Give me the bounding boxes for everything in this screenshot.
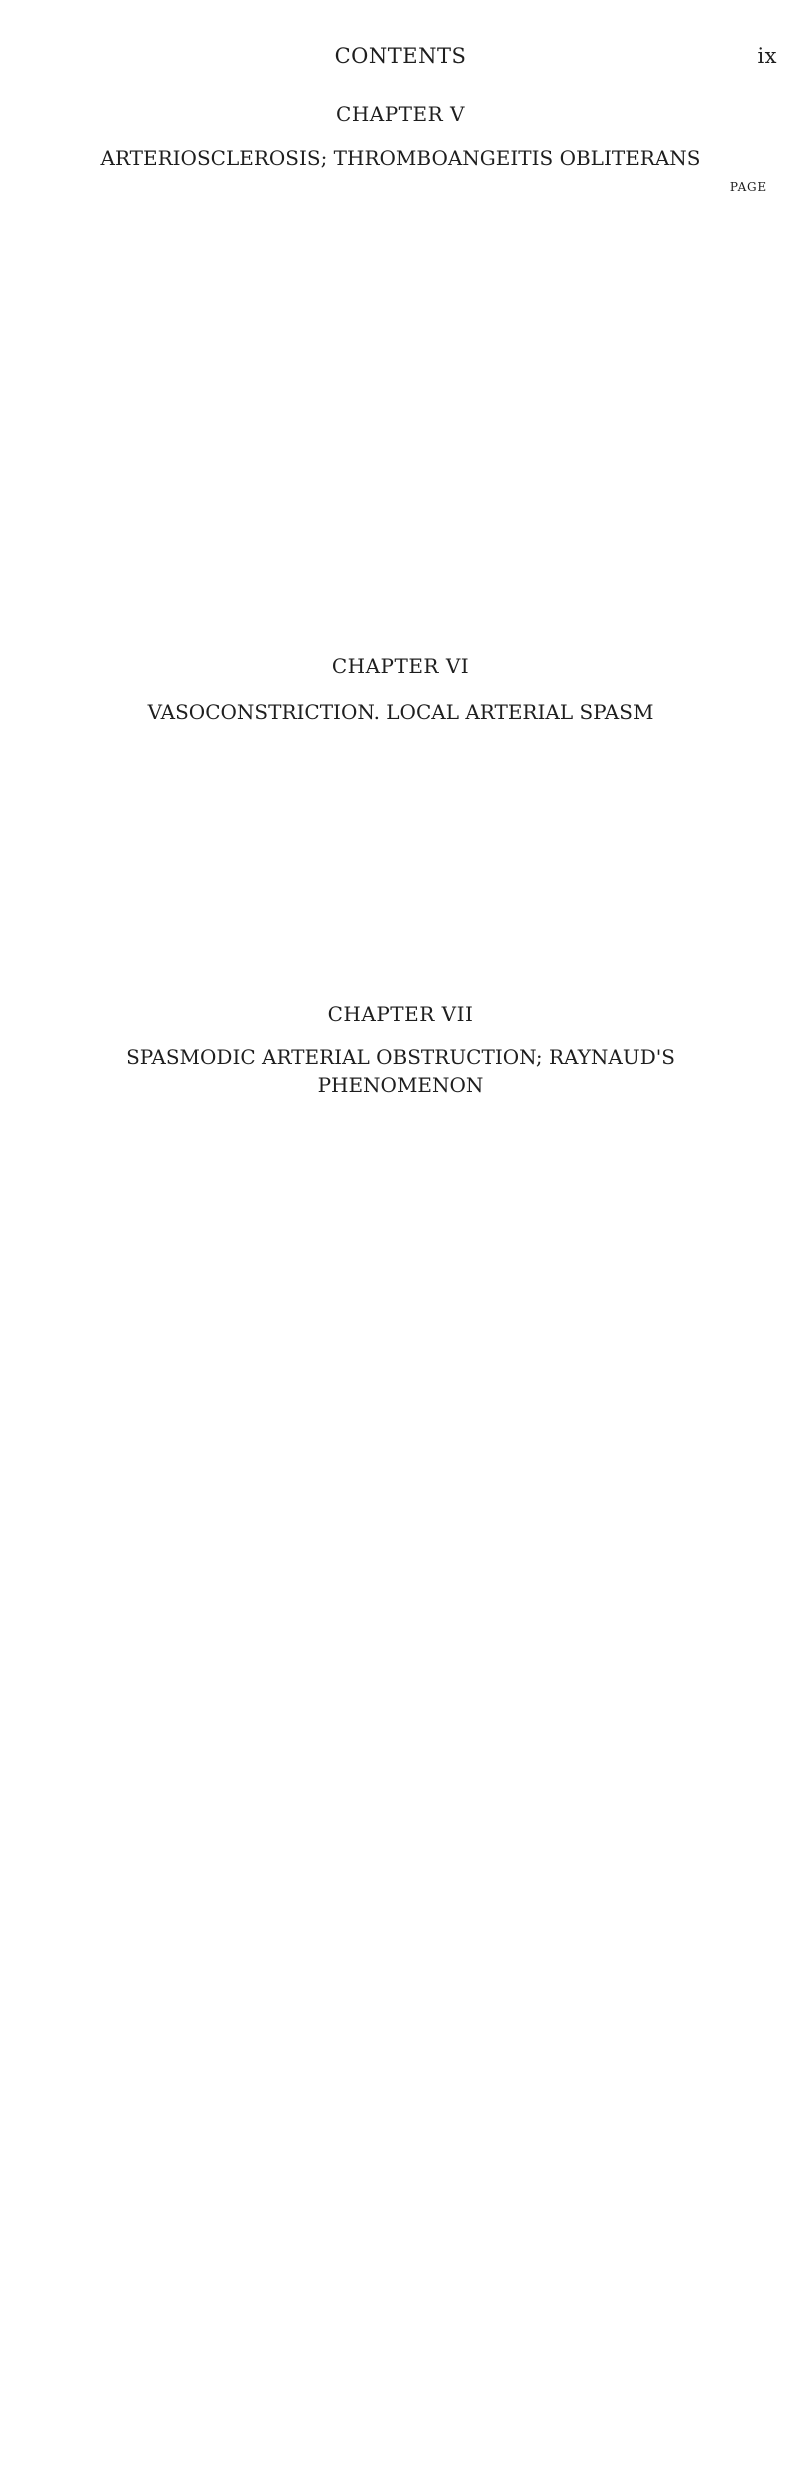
toc-section bbox=[0, 1111, 801, 1204]
toc-entry bbox=[0, 196, 801, 219]
toc-entry-page bbox=[0, 1181, 767, 2472]
page-column-label: PAGE bbox=[729, 180, 767, 194]
toc-entry bbox=[0, 312, 801, 335]
toc-entry bbox=[0, 840, 801, 863]
toc-section bbox=[0, 196, 801, 639]
toc-entry bbox=[0, 1134, 801, 1157]
running-head bbox=[0, 44, 801, 74]
toc-entry bbox=[0, 545, 801, 568]
toc-entry bbox=[0, 1158, 801, 1181]
toc-entry bbox=[0, 219, 801, 242]
toc-entry bbox=[0, 382, 801, 405]
page-number: ix bbox=[757, 44, 777, 68]
toc-section bbox=[0, 747, 801, 957]
toc-entry bbox=[0, 429, 801, 452]
toc-entry bbox=[0, 1181, 801, 1204]
toc-entry bbox=[0, 794, 801, 817]
toc-entry bbox=[0, 243, 801, 266]
chapter-heading: CHAPTER V bbox=[336, 102, 465, 126]
running-head-title: CONTENTS bbox=[334, 44, 467, 68]
toc-entry bbox=[0, 569, 801, 592]
chapter-heading: CHAPTER VII bbox=[327, 1002, 474, 1026]
chapter-title-line: PHENOMENON bbox=[317, 1073, 484, 1097]
toc-entry bbox=[0, 747, 801, 770]
toc-entry bbox=[0, 592, 801, 615]
toc-entry bbox=[0, 887, 801, 910]
chapter-title bbox=[0, 144, 801, 172]
toc-entry bbox=[0, 336, 801, 359]
toc-entry bbox=[0, 863, 801, 886]
toc-entry bbox=[0, 359, 801, 382]
toc-entry bbox=[0, 933, 801, 956]
chapter-title-line: ARTERIOSCLEROSIS; THROMBOANGEITIS OBLITERANS bbox=[100, 146, 701, 170]
toc-entry bbox=[0, 452, 801, 475]
toc-entry bbox=[0, 522, 801, 545]
toc-entry bbox=[0, 1111, 801, 1134]
chapter-title-line: SPASMODIC ARTERIAL OBSTRUCTION; RAYNAUD'S bbox=[126, 1045, 675, 1069]
toc-entry bbox=[0, 615, 801, 638]
toc-entry bbox=[0, 817, 801, 840]
toc-entry bbox=[0, 266, 801, 289]
toc-entry bbox=[0, 770, 801, 793]
chapter-title-line: VASOCONSTRICTION. LOCAL ARTERIAL SPASM bbox=[147, 700, 654, 724]
toc-entry bbox=[0, 476, 801, 499]
chapter-heading: CHAPTER VI bbox=[331, 654, 470, 678]
toc-entry bbox=[0, 289, 801, 312]
chapter-title bbox=[0, 1043, 801, 1099]
toc-entry bbox=[0, 910, 801, 933]
toc-entry bbox=[0, 499, 801, 522]
chapter-title bbox=[0, 698, 801, 726]
toc-entry bbox=[0, 406, 801, 429]
